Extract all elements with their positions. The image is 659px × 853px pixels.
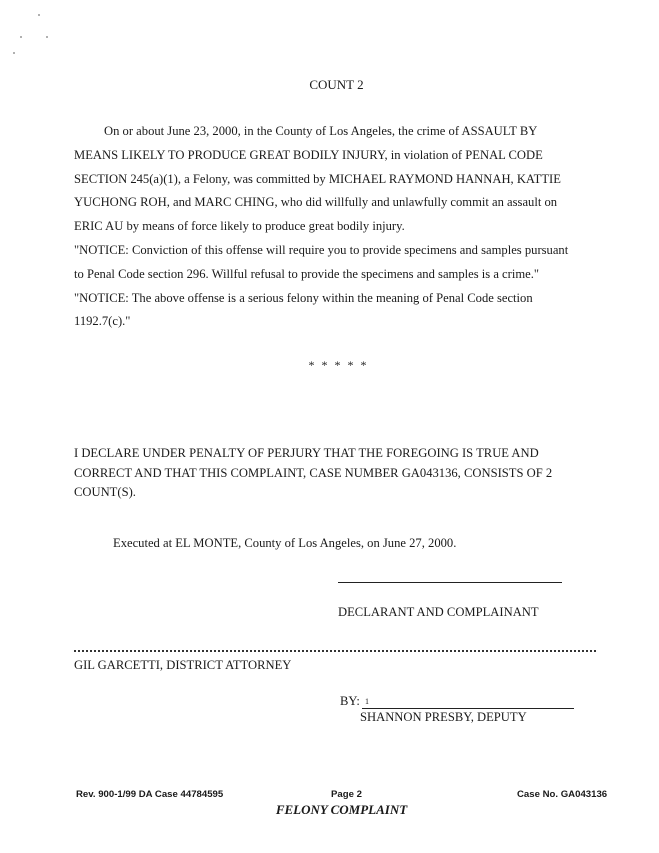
count-body-line: MEANS LIKELY TO PRODUCE GREAT BODILY INJURY, in violation of PENAL CODE (74, 147, 543, 162)
by-label-text: BY: (340, 694, 360, 708)
executed-statement: Executed at EL MONTE, County of Los Angeles, on June 27, 2000. (113, 536, 457, 550)
count-body-line: SECTION 245(a)(1), a Felony, was committed by MICHAEL RAYMOND HANNAH, KATTIE (74, 171, 561, 186)
count-body-line: YUCHONG ROH, and MARC CHING, who did willfully and unlawfully commit an assault on (74, 195, 558, 210)
declaration (74, 444, 594, 503)
scan-speck (13, 52, 15, 54)
notice-line: 1192.7(c)." (74, 314, 131, 329)
district-attorney: GIL GARCETTI, DISTRICT ATTORNEY (74, 658, 292, 672)
notice-line: to Penal Code section 296. Willful refusal to provide the specimens and samples is a crime." (74, 266, 540, 281)
dotted-divider (74, 650, 596, 652)
declarant-signature-line (338, 582, 562, 583)
count-body-line: On or about June 23, 2000, in the County of Los Angeles, the crime of ASSAULT BY (104, 124, 538, 138)
notice-line: "NOTICE: The above offense is a serious felony within the meaning of Penal Code section (74, 290, 533, 305)
count-heading: COUNT 2 (309, 77, 364, 92)
count-body-line: ERIC AU by means of force likely to produce great bodily injury. (74, 219, 405, 234)
section-separator: * * * * * (308, 358, 369, 372)
footer-revision: Rev. 900-1/99 DA Case 44784595 (76, 789, 224, 800)
declaration-line: CORRECT AND THAT THIS COMPLAINT, CASE NUMBER GA043136, CONSISTS OF 2 (74, 465, 553, 480)
declaration-line: I DECLARE UNDER PENALTY OF PERJURY THAT THE FOREGOING IS TRUE AND (74, 446, 539, 460)
scan-speck (38, 14, 40, 16)
declaration-line: COUNT(S). (74, 485, 136, 499)
scan-speck (46, 36, 48, 38)
footer-page-number: Page 2 (331, 789, 362, 800)
notice-line: "NOTICE: Conviction of this offense will require you to provide specimens and samples pursuant (74, 242, 569, 257)
scan-speck (20, 36, 22, 38)
footer-document-title: FELONY COMPLAINT (275, 802, 408, 817)
by-mark: 1 (365, 697, 369, 706)
deputy-signature-line (362, 708, 574, 709)
deputy-name: SHANNON PRESBY, DEPUTY (360, 710, 527, 724)
declarant-label: DECLARANT AND COMPLAINANT (338, 605, 539, 619)
footer-case-number: Case No. GA043136 (517, 789, 608, 800)
by-label (340, 694, 367, 709)
count-body (74, 120, 604, 334)
